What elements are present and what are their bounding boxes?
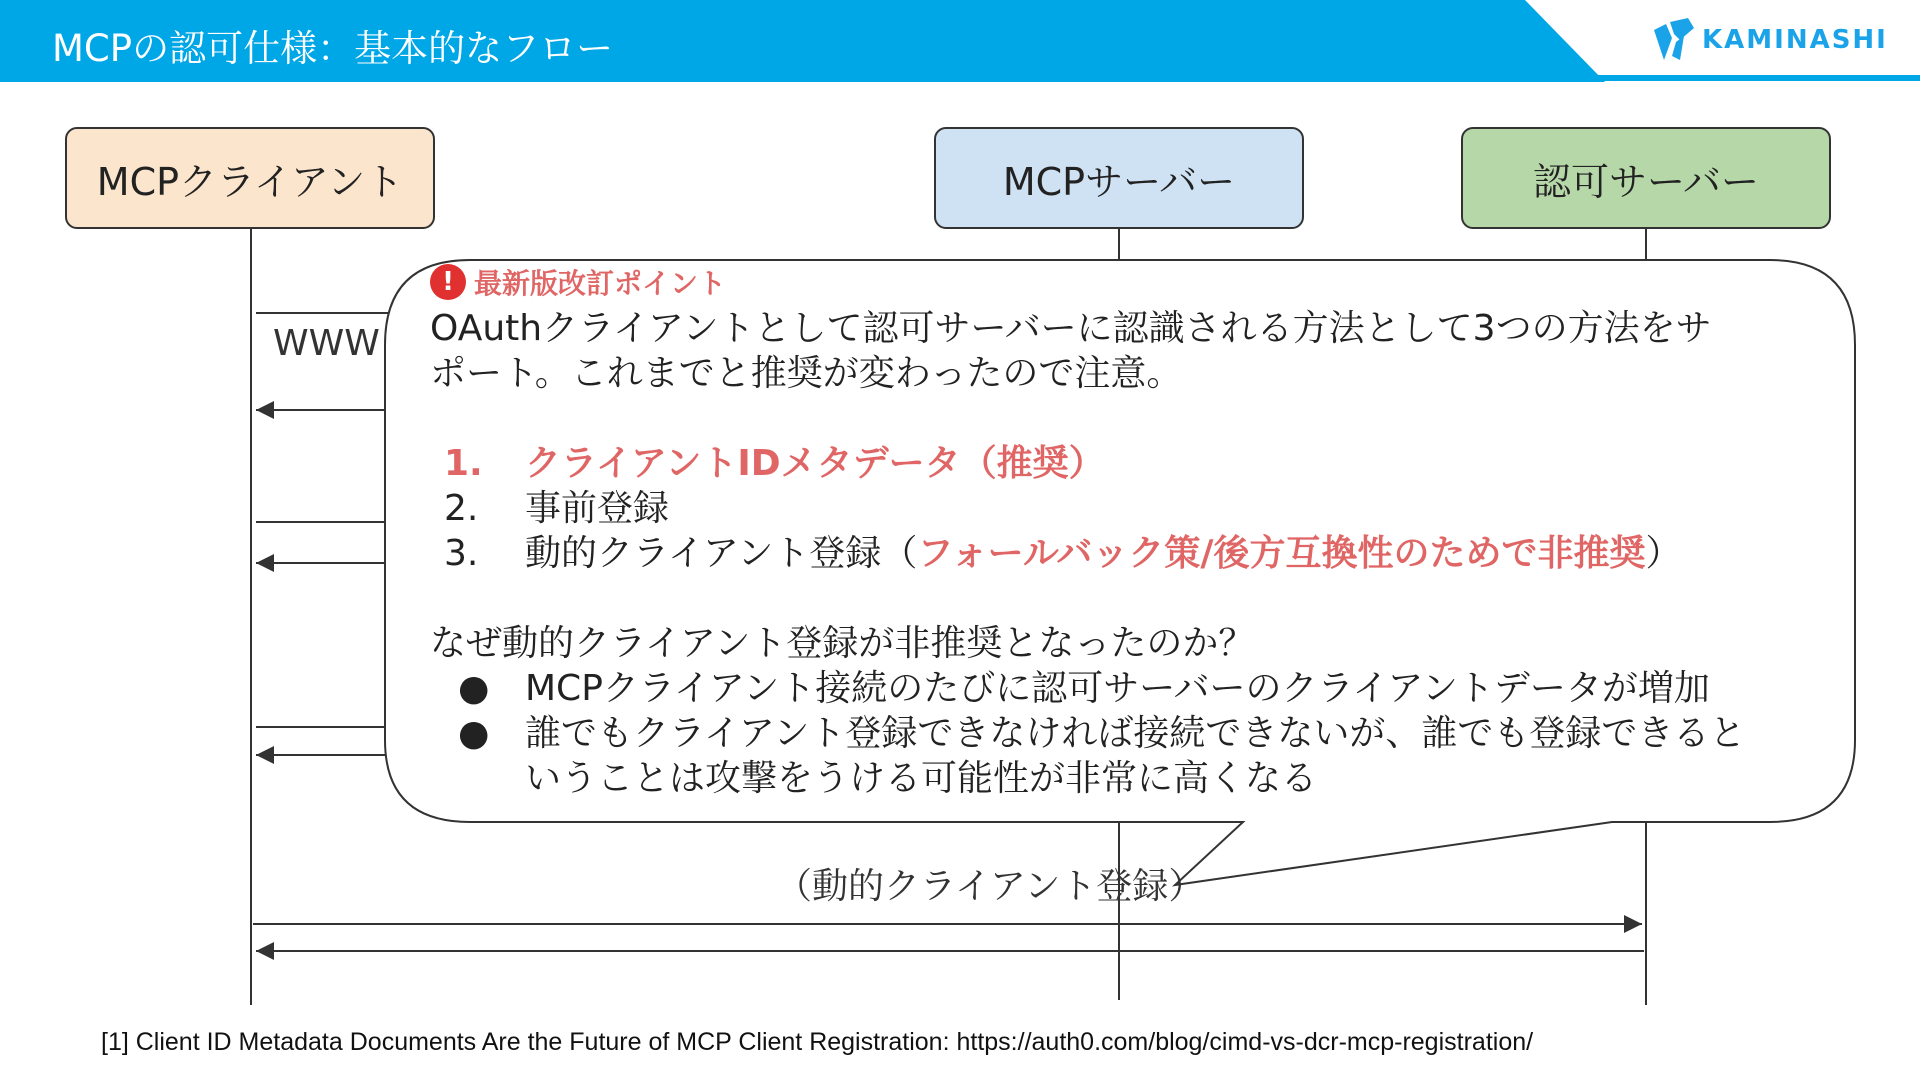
callout-question: なぜ動的クライアント登録が非推奨となったのか？ [430,623,1255,664]
logo-text: KAMINASHI [1702,25,1888,55]
actor-mcp-server: MCPサーバー [934,127,1304,229]
callout-header [430,262,1830,302]
bullet-text: 誰でもクライアント登録できなければ接続できないが、誰でも登録できると [525,713,1746,754]
list-text: 事前登録 [525,488,670,529]
list-item [430,531,1830,576]
list-item [430,441,1830,486]
bullet-symbol: ● [458,668,490,709]
footnote: [1] Client ID Metadata Documents Are the Future of MCP Client Registration: https://auth0.com/blog/cimd-vs-dcr-mcp-registration/ [101,1028,1534,1056]
callout-intro-line-1: OAuthクライアントとして認可サーバーに認識される方法として3つの方法をサ [430,308,1712,349]
page-title: MCPの認可仕様：基本的なフロー [52,27,614,70]
bullet-item [430,711,1830,756]
bullet-symbol: ● [458,713,490,754]
bullet-text: いうことは攻撃をうける可能性が非常に高くなる [525,758,1318,799]
actor-mcp-client: MCPクライアント [65,127,435,229]
list-text-highlight: フォールバック策/後方互換性のためで非推奨 [917,533,1646,574]
actor-auth-server: 認可サーバー [1461,127,1831,229]
list-text-after: ） [1645,533,1682,574]
list-number: 3. [444,533,479,574]
list-item [430,486,1830,531]
message-label-dcr: （動的クライアント登録） [776,866,1205,907]
list-number: 2. [444,488,479,529]
callout-header-text: 最新版改訂ポイント [474,267,727,300]
bullet-item [430,666,1830,711]
callout-intro-line-2: ポート。これまでと推奨が変わったので注意。 [430,353,1183,394]
bullet-continuation [430,756,1830,801]
callout-content [430,262,1830,801]
bullet-text: MCPクライアント接続のたびに認可サーバーのクライアントデータが増加 [525,668,1710,709]
list-text: クライアントIDメタデータ（推奨） [525,443,1105,484]
message-label-www: WWW [273,323,380,364]
list-number: 1. [444,443,483,484]
exclamation-icon: ! [430,264,466,300]
list-text-before: 動的クライアント登録（ [525,533,918,574]
